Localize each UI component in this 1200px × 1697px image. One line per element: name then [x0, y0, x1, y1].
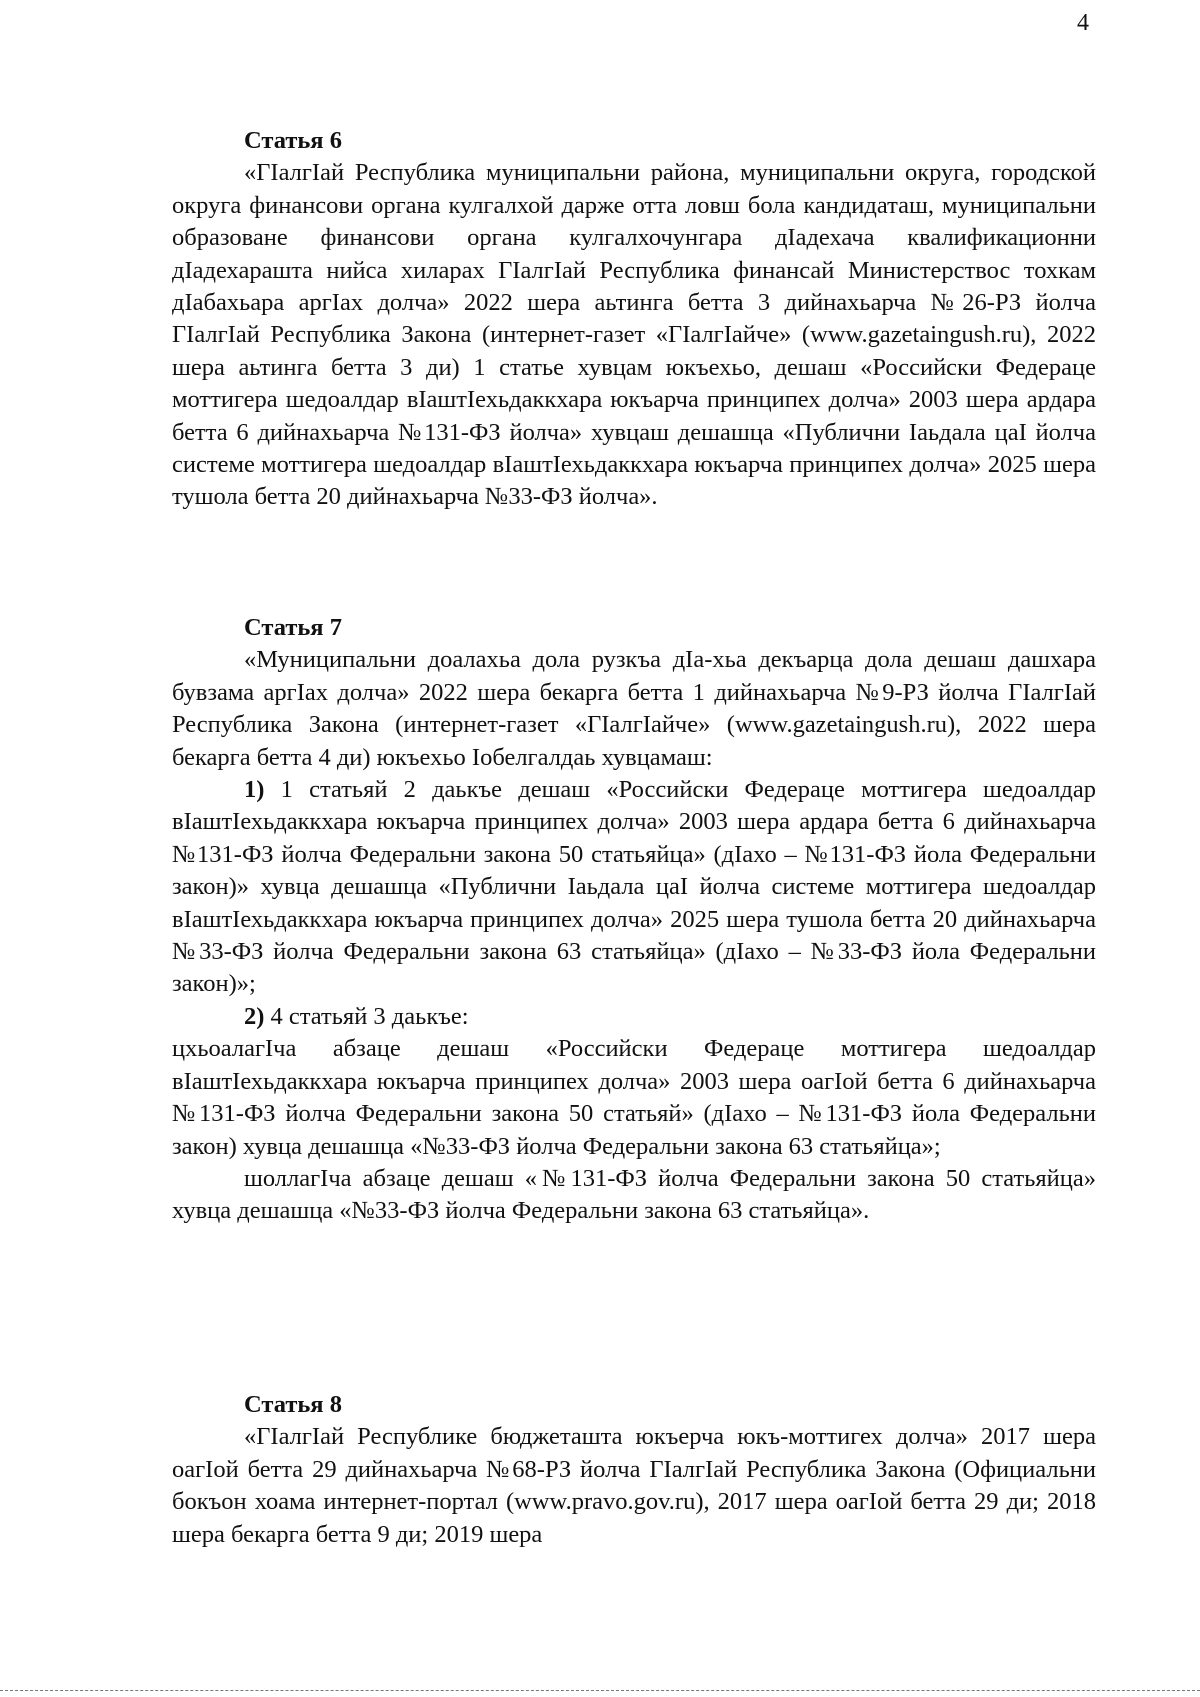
- article-paragraph: «Муниципальни доалахьа дола рузкъа дӀа-хьа декъарца дола дешаш дашхара бувзама аргӀах долча» 2022 шера бекарга бетта 1 дийнахьарча №9-РЗ йолча ГӀалгӀай Республика Закона (интернет-газет «ГӀалгӀайче» (www.gazetaingush.ru), 2022 шера бекарга бетта 4 ди) юкъехьо Ӏобелгалдаь хувцамаш:: [172, 646, 1096, 771]
- item-number: 1): [244, 776, 265, 804]
- scan-edge-divider: [0, 1690, 1200, 1691]
- article-title: Статья 7: [244, 614, 342, 641]
- article-7: [172, 612, 1096, 1228]
- article-6: [172, 125, 1096, 514]
- article-paragraph: «ГӀалгӀай Республике бюджеташта юкъерча юкъ-моттигех долча» 2017 шера оагӀой бетта 29 дийнахьарча №68-РЗ йолча ГӀалгӀай Республика Закона (Официальни бокъон хоама интернет-портал (www.pravo.gov.ru), 2017 шера оагӀой бетта 29 ди; 2018 шера бекарга бетта 9 ди; 2019 шера: [172, 1423, 1096, 1548]
- item-text: 1 статьяй 2 даькъе дешаш «Российски Федераце моттигера шедоалдар вӀаштӀехьдаккхара юкъарча принципех долча» 2003 шера ардара бетта 6 дийнахьарча №131-ФЗ йолча Федеральни закона 50 статьяйца» (дӀахо – №131-ФЗ йола Федеральни закон)» хувца дешашца «Публични Ӏаьдала цаӀ йолча системе моттигера шедоалдар вӀаштӀехьдаккхара юкъарча принципех долча» 2025 шера тушола бетта 20 дийнахьарча №33-ФЗ йолча Федеральни закона 63 статьяйца» (дӀахо – №33-ФЗ йола Федеральни закон)»;: [172, 776, 1096, 998]
- item-text: 4 статьяй 3 даькъе:: [270, 1002, 469, 1030]
- article-item: [172, 1001, 1096, 1033]
- article-paragraph: «ГӀалгӀай Республика муниципальни района, муниципальни округа, городской округа финансови органа кулгалхой дарже отта ловш бола кандидаташ, муниципальни образоване финансови органа кулгалхочунгара дӀадехача квалификационни дӀадехараштa нийсa хиларах ГӀалгӀай Республика финансай Министерствос тохкам дӀабахьара аргӀах долча» 2022 шера аьтинга бетта 3 дийнахьарча №26-РЗ йолча ГӀалгӀай Республика Закона (интернет-газет «ГӀалгӀайче» (www.gazetaingush.ru), 2022 шера аьтинга бетта 3 ди) 1 статье хувцам юкъехьо, дешаш «Российски Федераце моттигера шедоалдар вӀаштӀехьдаккхара юкъарча принципех долча» 2003 шера ардара бетта 6 дийнахьарча №131-ФЗ йолча» хувцаш дешашца «Публични Ӏаьдала цаӀ йолча системе моттигера шедоалдар вӀаштӀехьдаккхара юкъарча принципех долча» 2025 шера тушола бетта 20 дийнахьарча №33-ФЗ йолча».: [172, 159, 1096, 511]
- article-item: [172, 774, 1096, 1001]
- article-8: [172, 1389, 1096, 1551]
- article-subparagraph: шоллагӀча абзаце дешаш «№131-ФЗ йолча Федеральни закона 50 статьяйца» хувца дешашца «№33-ФЗ йолча Федеральни закона 63 статьяйца».: [172, 1164, 1096, 1225]
- article-subparagraph: цхьоалагӀча абзаце дешаш «Российски Федераце моттигера шедоалдар вӀаштӀехьдаккхара юкъарча принципех долча» 2003 шера оагӀой бетта 6 дийнахьарча №131-ФЗ йолча Федеральни закона 50 статьяй» (дӀахо – №131-ФЗ йола Федеральни закон) хувца дешашца «№33-ФЗ йолча Федеральни закона 63 статьяйца»;: [172, 1035, 1096, 1160]
- article-title: Статья 8: [244, 1391, 342, 1418]
- page-number: 4: [1077, 10, 1089, 36]
- article-title: Статья 6: [244, 127, 342, 154]
- item-number: 2): [244, 1002, 265, 1030]
